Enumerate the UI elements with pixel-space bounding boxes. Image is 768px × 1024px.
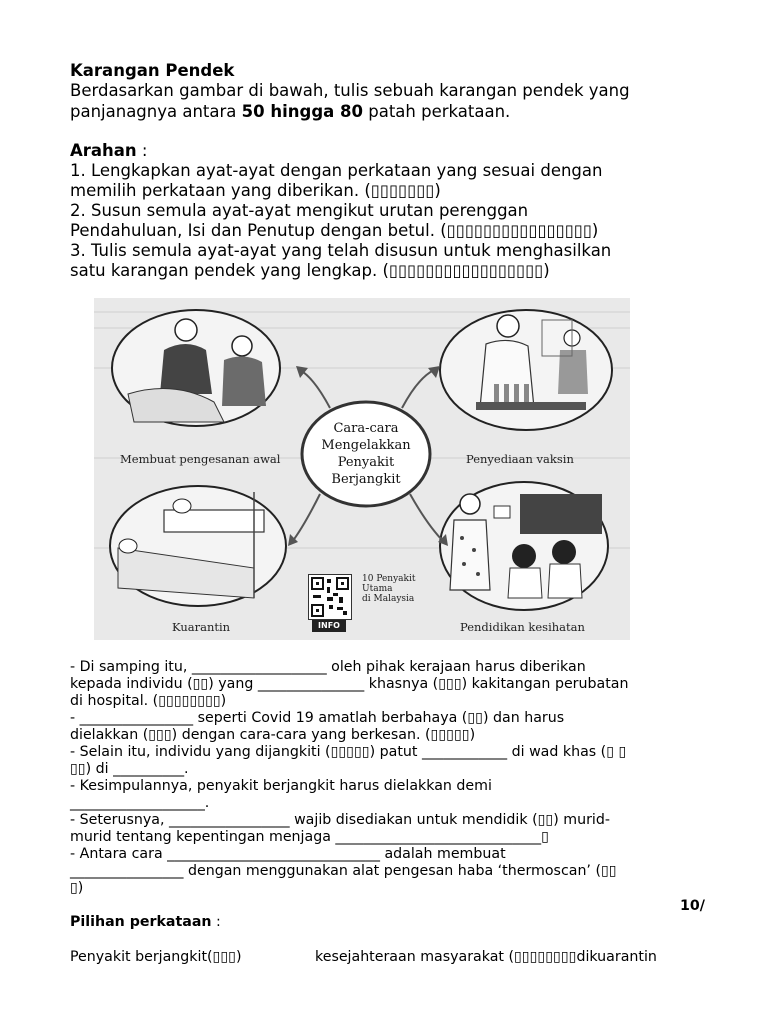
caption-pengesanan-awal: Membuat pengesanan awal (120, 452, 281, 466)
quarantine-ward-illustration (110, 486, 286, 606)
sentence-line-2: kepada individu (▯▯) yang _______________ khasnya (▯▯▯) kakitangan perubatan (70, 676, 629, 692)
center-line-4: Berjangkit (331, 472, 401, 487)
sentence-line-8: - Kesimpulannya, penyakit berjangkit harus dielakkan demi (70, 778, 492, 794)
info-tag: INFO (312, 620, 346, 632)
arahan-2-line-1: 2. Susun semula ayat-ayat mengikut urutan perenggan (70, 201, 529, 220)
center-line-3: Penyakit (337, 455, 395, 470)
arahan-3-line-2: satu karangan pendek yang lengkap. (▯▯▯▯▯▯▯▯▯▯▯▯▯▯▯▯▯) (70, 261, 550, 280)
sentence-line-3: di hospital. (▯▯▯▯▯▯▯▯) (70, 693, 227, 709)
qr-caption-line-2: Utama (362, 584, 393, 594)
doc-title: Karangan Pendek (70, 61, 235, 80)
doctor-examination-illustration (112, 310, 280, 426)
qr-caption-line-1: 10 Penyakit (362, 574, 416, 584)
arahan-1-line-2: memilih perkataan yang diberikan. (▯▯▯▯▯▯▯) (70, 181, 441, 200)
sentence-line-5: dielakkan (▯▯▯) dengan cara-cara yang berkesan. (▯▯▯▯▯) (70, 727, 476, 743)
intro-line-1: Berdasarkan gambar di bawah, tulis sebuah karangan pendek yang (70, 81, 630, 100)
pilihan-heading: Pilihan perkataan : (70, 914, 221, 930)
caption-kuarantin: Kuarantin (172, 620, 231, 634)
sentence-line-10: - Seterusnya, _________________ wajib disediakan untuk mendidik (▯▯) murid- (70, 812, 610, 828)
qr-caption-line-3: di Malaysia (362, 594, 415, 604)
word-option-2: kesejahteraan masyarakat (▯▯▯▯▯▯▯▯dikuarantin (315, 949, 657, 965)
word-option-1: Penyakit berjangkit(▯▯▯) (70, 949, 242, 965)
mind-map-figure (94, 298, 630, 640)
sentence-line-7: ▯▯) di __________. (70, 761, 189, 777)
arahan-heading: Arahan : (70, 141, 148, 160)
sentence-line-11: murid tentang kepentingan menjaga _____________________________▯ (70, 829, 549, 845)
arahan-3-line-1: 3. Tulis semula ayat-ayat yang telah disusun untuk menghasilkan (70, 241, 612, 260)
center-line-2: Mengelakkan (321, 438, 411, 453)
center-line-1: Cara-cara (333, 421, 399, 436)
sentence-line-6: - Selain itu, individu yang dijangkiti (▯▯▯▯▯) patut ____________ di wad khas (▯ ▯ (70, 744, 627, 760)
caption-pendidikan-kesihatan: Pendidikan kesihatan (460, 620, 585, 634)
sentence-line-9: ___________________. (70, 795, 210, 811)
qr-caption (362, 574, 432, 604)
sentence-line-14: ▯) (70, 880, 84, 896)
sentence-line-12: - Antara cara ______________________________ adalah membuat (70, 846, 506, 862)
arahan-1-line-1: 1. Lengkapkan ayat-ayat dengan perkataan yang sesuai dengan (70, 161, 603, 180)
score-label: 10/ (680, 898, 705, 914)
intro-line-2: panjanagnya antara 50 hingga 80 patah perkataan. (70, 102, 511, 121)
health-education-illustration (440, 482, 608, 610)
caption-penyediaan-vaksin: Penyediaan vaksin (466, 452, 574, 466)
vaccine-lab-illustration (440, 310, 612, 430)
sentence-line-1: - Di samping itu, ___________________ oleh pihak kerajaan harus diberikan (70, 659, 586, 675)
sentence-line-13: ________________ dengan menggunakan alat pengesan haba ‘thermoscan’ (▯▯ (70, 863, 617, 879)
qr-code-icon (308, 574, 352, 620)
mind-map-center-label (308, 420, 424, 488)
arahan-2-line-2: Pendahuluan, Isi dan Penutup dengan betul. (▯▯▯▯▯▯▯▯▯▯▯▯▯▯▯▯) (70, 221, 599, 240)
sentence-line-4: - ________________ seperti Covid 19 amatlah berbahaya (▯▯) dan harus (70, 710, 565, 726)
